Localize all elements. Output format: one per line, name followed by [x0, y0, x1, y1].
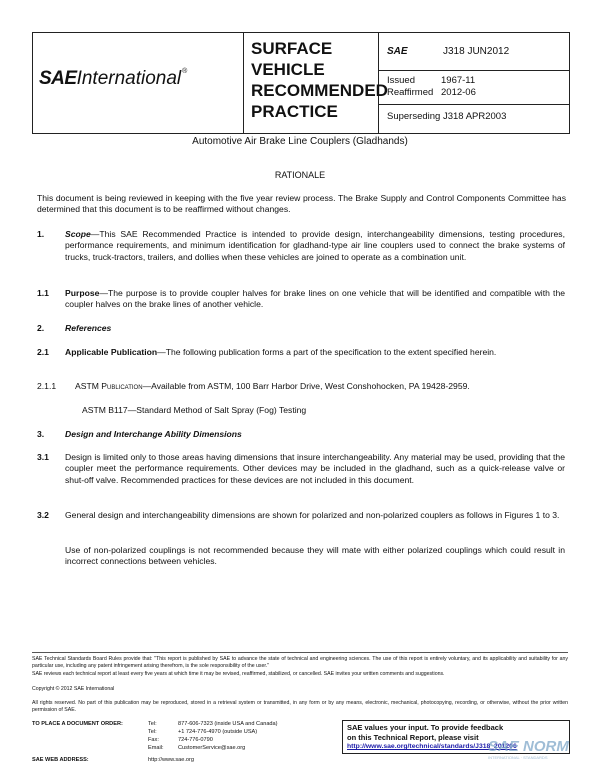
astm-publication-address: —Available from ASTM, 100 Barr Harbor Drive, West Conshohocken, PA 19428-2959.: [142, 381, 470, 391]
document-header: [32, 32, 570, 134]
footer-rule: [32, 652, 568, 653]
logo-trademark: ®: [182, 68, 188, 75]
watermark-logo: SAE NORM: [488, 738, 569, 755]
astm-publication-text: ASTM: [75, 381, 102, 391]
scope-title: Scope: [65, 229, 91, 239]
general-design-paragraph: General design and interchangeability dimensions are shown for polarized and non-polarized couplers as follows in Figures 1 to 3.: [65, 510, 560, 520]
review-notice: SAE reviews each technical report at least every five years at which time it may be revised, reaffirmed, stabilized, or cancelled. SAE invites your written comments and suggestions.: [32, 671, 445, 677]
scope-paragraph: [65, 229, 565, 263]
reaffirmed-row: [387, 87, 476, 98]
sae-small-logo: SAE: [387, 46, 408, 57]
astm-publication-label: Publication: [101, 381, 143, 391]
document-type-line: SURFACE: [251, 39, 333, 58]
applicable-publication-paragraph: [65, 347, 565, 358]
section-number: 2.: [37, 323, 45, 333]
email-label: Email:: [148, 745, 164, 751]
astm-b117-reference: ASTM B117—Standard Method of Salt Spray (Fog) Testing: [82, 405, 307, 415]
rationale-text: This document is being reviewed in keeping with the five year review process. The Brake Supply and Control Components Committee has determined that this document is to be reaffirmed without changes.: [37, 193, 566, 215]
astm-publication-paragraph: [75, 381, 570, 392]
issued-label: Issued: [387, 75, 415, 86]
applicable-publication-text: —The following publication forms a part of the specification to the extent specified herein.: [157, 347, 497, 357]
purpose-text: —The purpose is to provide coupler halves for brake lines on one vehicle that will be identified and compatible with the coupler halves on the brake lines of another vehicle.: [65, 288, 565, 310]
email-link[interactable]: CustomerService@sae.org: [178, 745, 246, 751]
header-divider: [378, 70, 569, 71]
reaffirmed-label: Reaffirmed: [387, 87, 434, 98]
superseding-note: Superseding J318 APR2003: [387, 111, 507, 122]
purpose-paragraph: [65, 288, 565, 311]
issued-row: [387, 75, 475, 86]
design-dimensions-title: Design and Interchange Ability Dimensions: [65, 429, 242, 439]
section-number: 3.1: [37, 452, 49, 462]
document-number: J318 JUN2012: [443, 46, 510, 57]
logo-international-text: International: [76, 68, 182, 89]
rationale-heading: RATIONALE: [274, 170, 326, 180]
web-address-label: SAE WEB ADDRESS:: [32, 757, 89, 763]
applicable-publication-title: Applicable Publication: [65, 347, 158, 357]
document-type: [251, 38, 388, 122]
tel-value: 877-606-7323 (inside USA and Canada): [178, 721, 278, 727]
document-type-line: VEHICLE: [251, 60, 325, 79]
feedback-link[interactable]: http://www.sae.org/technical/standards/J318_201206: [347, 743, 517, 750]
document-type-line: PRACTICE: [251, 102, 338, 121]
references-title: References: [65, 323, 112, 333]
section-number: 3.: [37, 429, 45, 439]
feedback-text: SAE values your input. To provide feedback: [347, 723, 504, 732]
watermark-subtext: INTERNATIONAL · STANDARDS: [488, 755, 548, 760]
document-type-line: RECOMMENDED: [251, 81, 388, 100]
fax-value: 724-776-0790: [178, 737, 213, 743]
section-number: 2.1.1: [37, 381, 57, 391]
standards-board-rules: SAE Technical Standards Board Rules provide that: "This report is published by SAE to advance the state of technical and engineering sciences. The use of this report is entirely voluntary, and its applicability and suitability for any particular use, including any patent infringement arising therefrom, is the sole responsibility of the user.": [32, 656, 568, 669]
order-label: TO PLACE A DOCUMENT ORDER:: [32, 721, 123, 727]
rights-reserved-notice: All rights reserved. No part of this publication may be reproduced, stored in a retrieval system or transmitted, in any form or by any means, electronic, mechanical, photocopying, recording, or otherwise, without the prior written permission of SAE.: [32, 700, 568, 713]
design-limitation-paragraph: Design is limited only to those areas having dimensions that insure interchangeability. Any material may be used, providing that the coupler meet the performance requirements. Other devices may be included in the gladhand, such as a quick-release valve or shut-off valve. Recommended practices for these devices are not included in this document.: [65, 452, 565, 485]
issued-value: 1967-11: [441, 75, 476, 86]
purpose-title: Purpose: [65, 288, 100, 298]
tel-label: Tel:: [148, 721, 157, 727]
tel-label: Tel:: [148, 729, 157, 735]
header-divider: [243, 33, 244, 133]
tel-value: +1 724-776-4970 (outside USA): [178, 729, 258, 735]
section-number: 2.1: [37, 347, 49, 357]
sae-international-logo: [39, 68, 187, 90]
feedback-text: on this Technical Report, please visit: [347, 733, 479, 742]
logo-sae-text: SAE: [39, 68, 77, 89]
reaffirmed-value: 2012-06: [441, 87, 476, 98]
web-address-link[interactable]: http://www.sae.org: [148, 757, 195, 763]
header-divider: [378, 104, 569, 105]
fax-label: Fax:: [148, 737, 159, 743]
scope-text: —This SAE Recommended Practice is intended to provide design, interchangeability dimensions, testing procedures, performance requirements, and minimum identification for gladhand-type air line couplers used to connect the brake systems of trucks, truck-tractors, trailers, and dollies when these vehicles are joined to operate as a combination unit.: [65, 229, 565, 262]
non-polarized-warning-paragraph: Use of non-polarized couplings is not recommended because they will mate with either polarized couplings which could result in incorrect connections between vehicles.: [65, 545, 565, 567]
section-number: 3.2: [37, 510, 49, 520]
section-number: 1.: [37, 229, 45, 239]
document-title: Automotive Air Brake Line Couplers (Gladhands): [192, 136, 408, 147]
copyright-notice: Copyright © 2012 SAE International: [32, 686, 115, 692]
section-number: 1.1: [37, 288, 49, 298]
